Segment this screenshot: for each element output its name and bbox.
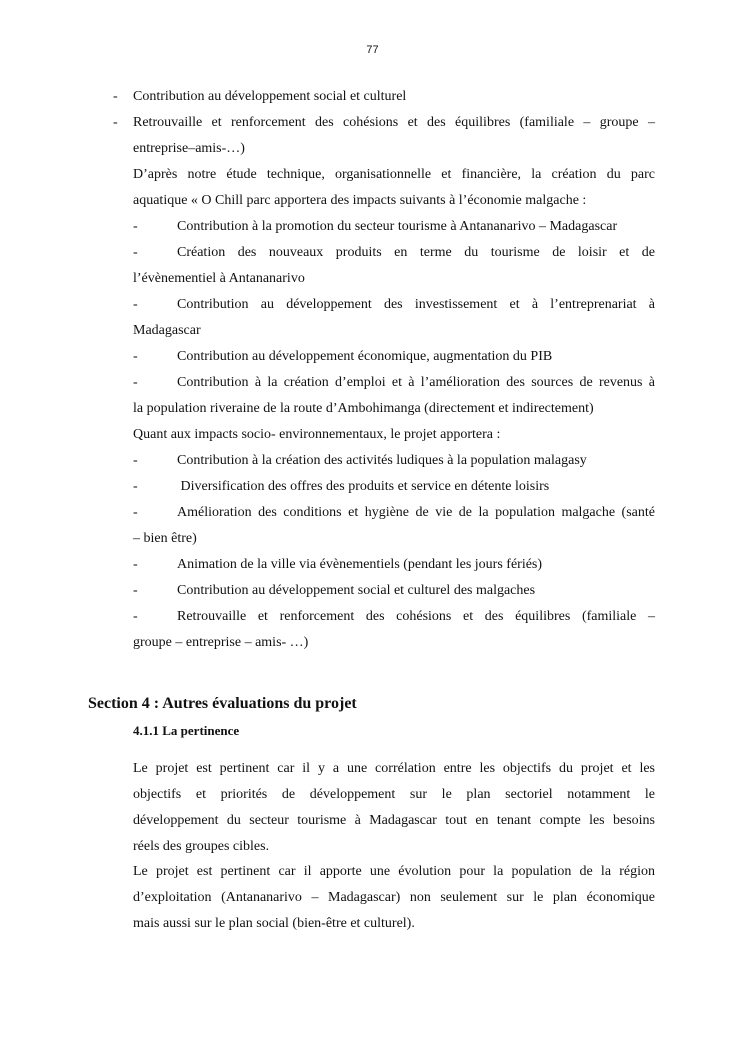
paragraph-line: développement du secteur tourisme à Madagascar tout en tenant compte les besoins (133, 813, 655, 828)
bullet-item: Amélioration des conditions et hygiène de vie de la population malgache (santé (177, 505, 655, 520)
paragraph-line: mais aussi sur le plan social (bien-être et culturel). (133, 916, 415, 931)
bullet-dash: - (133, 557, 138, 572)
bullet-item: Création des nouveaux produits en terme du tourisme de loisir et de (177, 245, 655, 260)
paragraph-line: réels des groupes cibles. (133, 839, 270, 854)
bullet-item: Contribution au développement économique, augmentation du PIB (177, 349, 553, 364)
text-line: D’après notre étude technique, organisationnelle et financière, la création du parc (133, 167, 655, 182)
bullet-dash: - (133, 453, 138, 468)
bullet-item: Contribution au développement social et culturel (133, 89, 407, 104)
text-line: la population riveraine de la route d’Ambohimanga (directement et indirectement) (133, 401, 594, 416)
paragraph-line: objectifs et priorités de développement sur le plan sectoriel notamment le (133, 787, 655, 802)
subsection-heading: 4.1.1 La pertinence (133, 723, 240, 738)
bullet-dash: - (113, 89, 118, 104)
paragraph-line: Le projet est pertinent car il y a une corrélation entre les objectifs du projet et les (133, 761, 655, 776)
bullet-dash: - (133, 245, 138, 260)
bullet-dash: - (133, 505, 138, 520)
bullet-dash: - (133, 219, 138, 234)
text-line: aquatique « O Chill parc apportera des impacts suivants à l’économie malgache : (133, 193, 587, 208)
text-line: l’évènementiel à Antananarivo (133, 271, 305, 286)
text-line: groupe – entreprise – amis- …) (133, 635, 309, 650)
page-number: 77 (366, 44, 379, 56)
bullet-item: Contribution à la promotion du secteur tourisme à Antananarivo – Madagascar (177, 219, 618, 234)
bullet-item: Retrouvaille et renforcement des cohésions et des équilibres (familiale – groupe – (133, 115, 655, 130)
bullet-item: Animation de la ville via évènementiels (pendant les jours fériés) (177, 557, 543, 572)
bullet-dash: - (133, 609, 138, 624)
text-line: Madagascar (133, 323, 201, 338)
bullet-item: Retrouvaille et renforcement des cohésions et des équilibres (familiale – (177, 609, 655, 624)
bullet-dash: - (133, 479, 138, 494)
bullet-item: Contribution à la création des activités ludiques à la population malagasy (177, 453, 587, 468)
bullet-dash: - (133, 349, 138, 364)
bullet-dash: - (113, 115, 118, 130)
paragraph-line: d’exploitation (Antananarivo – Madagascar) non seulement sur le plan économique (133, 890, 655, 905)
text-line: Quant aux impacts socio- environnementaux, le projet apportera : (133, 427, 501, 442)
section-heading: Section 4 : Autres évaluations du projet (88, 695, 357, 712)
text-line: entreprise–amis-…) (133, 141, 245, 156)
text-line: – bien être) (133, 531, 197, 546)
bullet-dash: - (133, 297, 138, 312)
bullet-dash: - (133, 583, 138, 598)
bullet-item: Contribution au développement social et culturel des malgaches (177, 583, 536, 598)
bullet-item: Contribution à la création d’emploi et à l’amélioration des sources de revenus à (177, 375, 655, 390)
paragraph-line: Le projet est pertinent car il apporte une évolution pour la population de la région (133, 864, 655, 879)
bullet-item: Diversification des offres des produits et service en détente loisirs (177, 479, 550, 494)
bullet-dash: - (133, 375, 138, 390)
bullet-item: Contribution au développement des investissement et à l’entreprenariat à (177, 297, 655, 312)
